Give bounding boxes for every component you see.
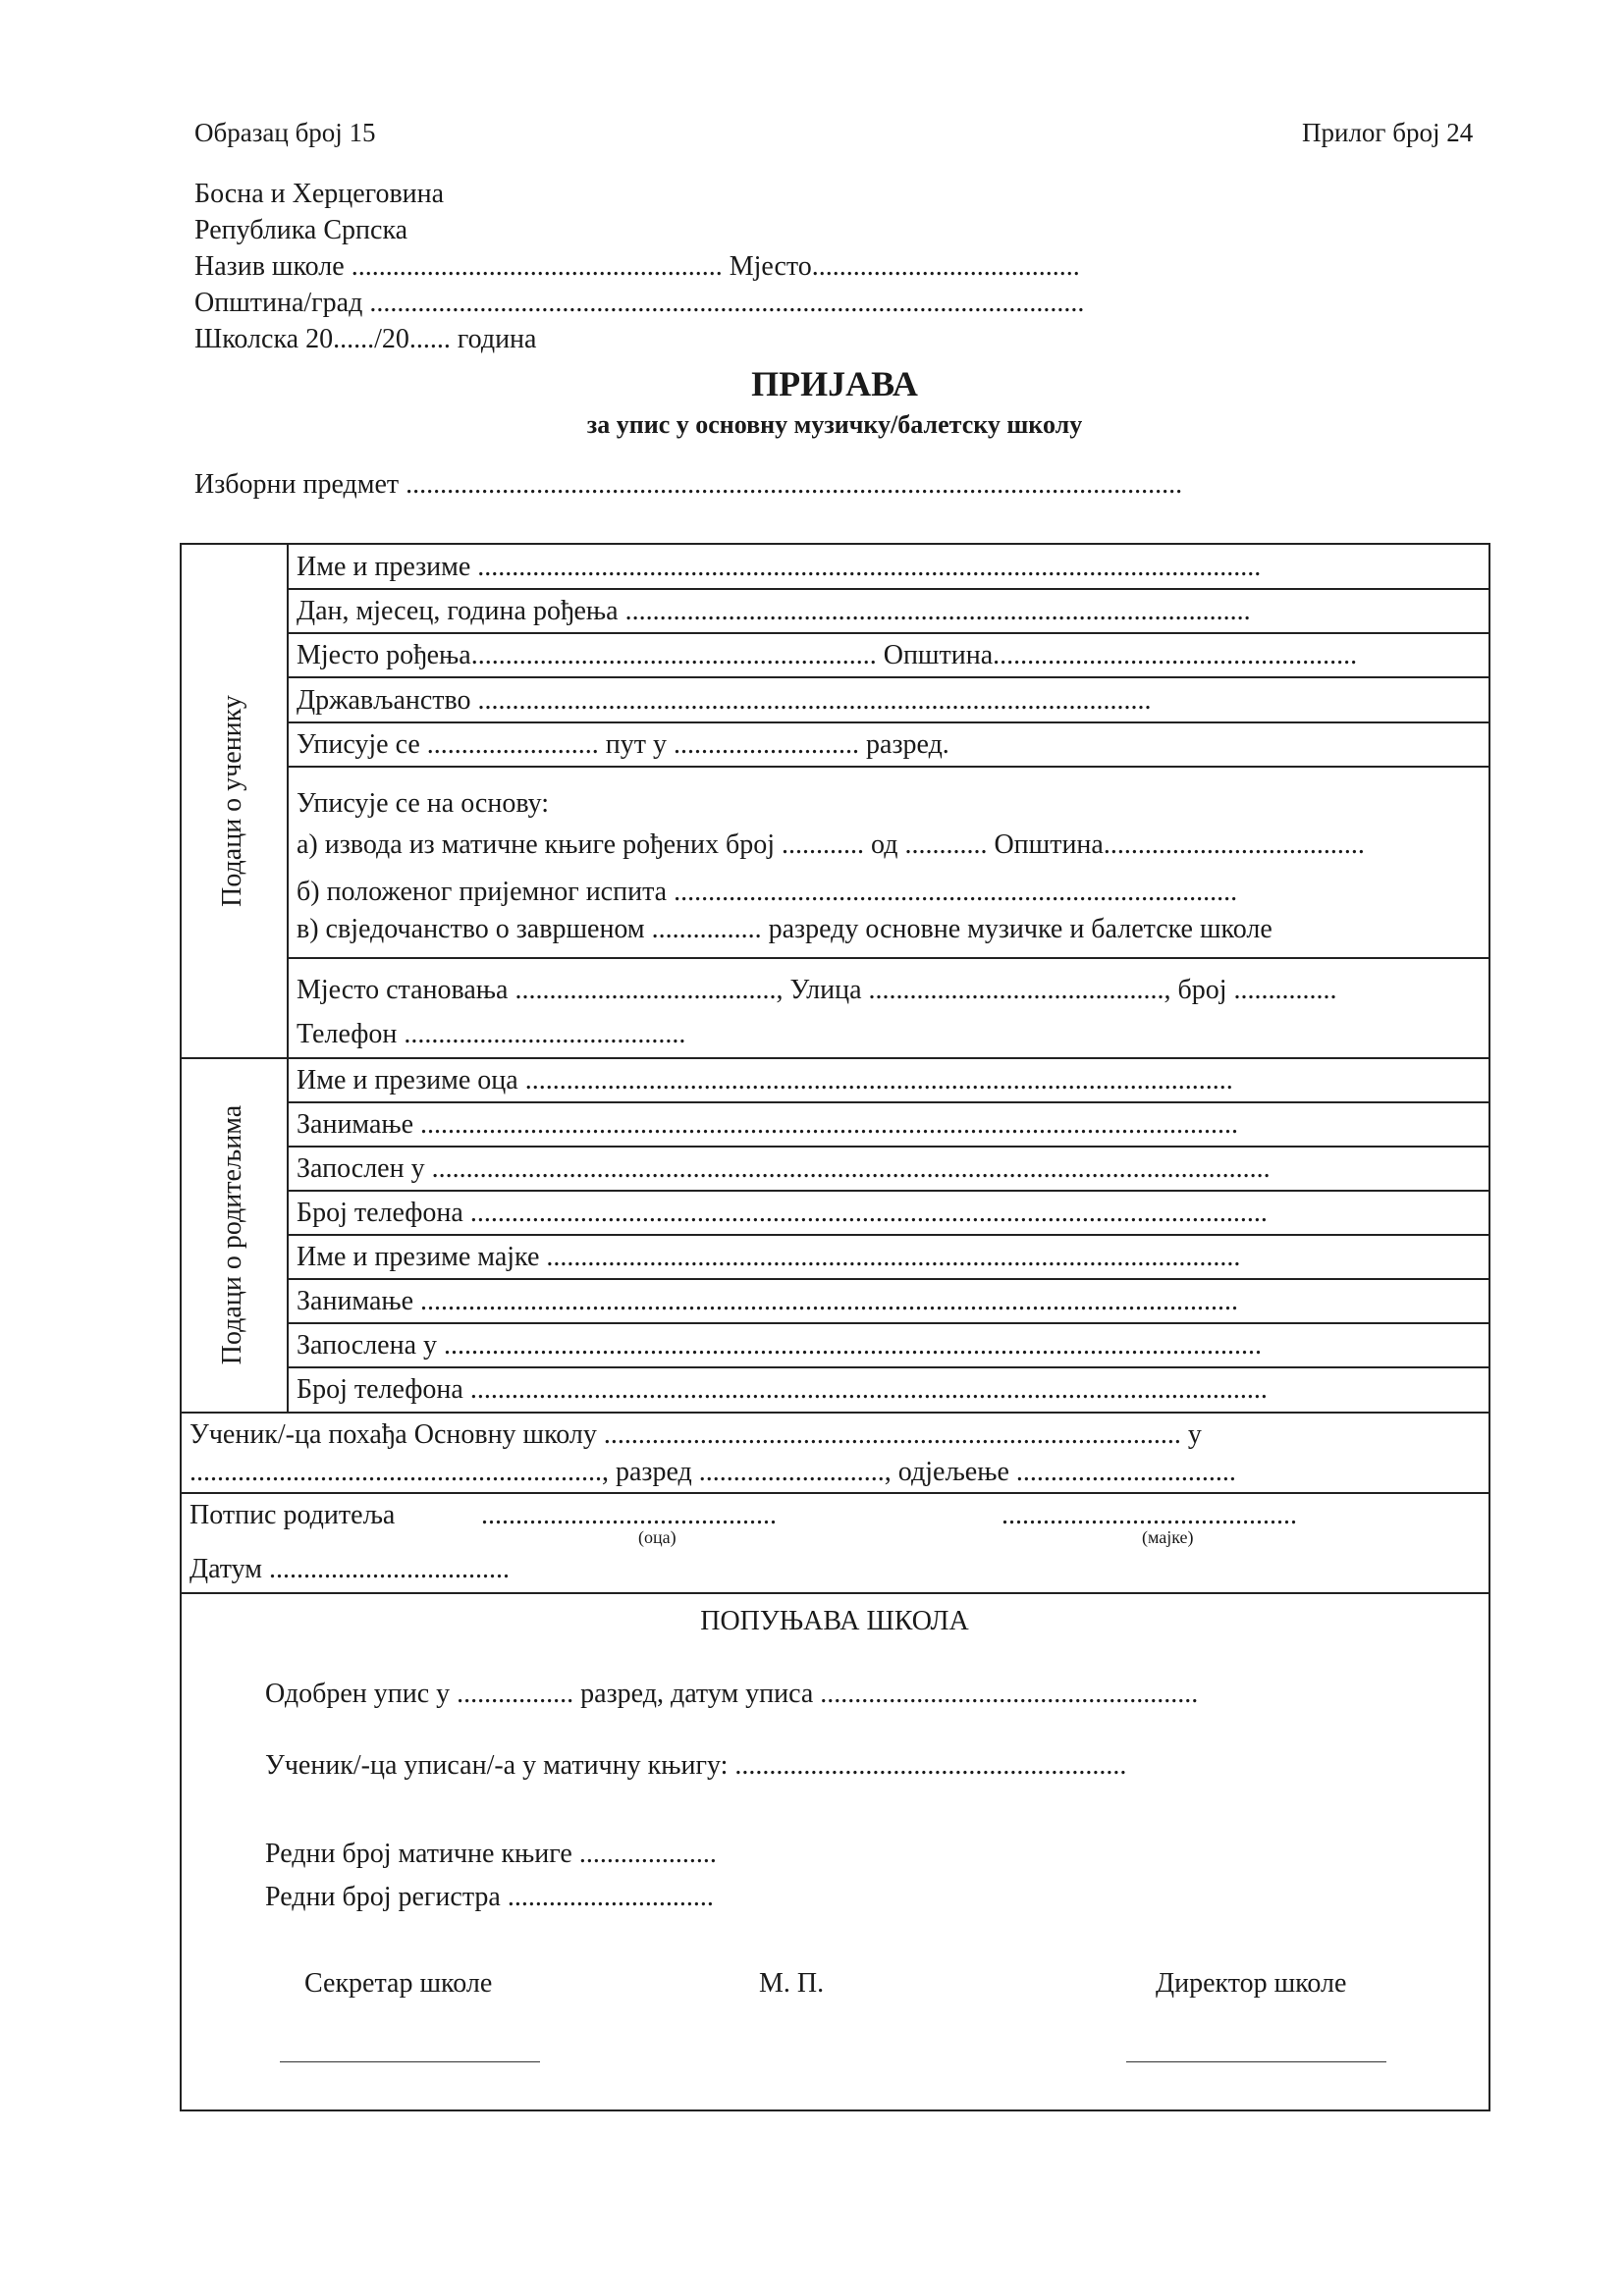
student-full-name: Име и презиме .................................................................................................................. [297, 552, 1262, 582]
register-number: Редни број регистра .............................. [265, 1882, 714, 1912]
father-name: Име и презиме оца ....................................................................................................... [297, 1065, 1233, 1095]
director-signature-line [1126, 2061, 1386, 2062]
student-birth-place: Мјесто рођења........................................................... Општина..................................................... [297, 640, 1358, 670]
mother-employed: Запослена у ....................................................................................................................... [297, 1330, 1263, 1361]
row-divider [287, 766, 1490, 768]
section-divider [180, 1592, 1490, 1594]
enrollment-basis-heading: Уписује се на основу: [297, 788, 549, 819]
attachment-number: Прилог број 24 [1302, 118, 1474, 147]
elective-subject-line: Изборни предмет ................................................................................................................. [194, 469, 1183, 500]
mother-occupation: Занимање ....................................................................................................................... [297, 1286, 1239, 1316]
secretary-label: Секретар школе [304, 1968, 493, 1999]
row-divider [287, 1322, 1490, 1324]
row-divider [287, 721, 1490, 723]
approved-enrollment: Одобрен упис у ................. разред, датум уписа ....................................................... [265, 1679, 1199, 1709]
row-divider [287, 1101, 1490, 1103]
mother-signature-dots: ........................................... [1001, 1500, 1297, 1530]
row-divider [287, 957, 1490, 959]
father-phone: Број телефона .................................................................................................................... [297, 1198, 1268, 1228]
stamp-label: М. П. [759, 1968, 825, 1999]
entity: Република Српска [194, 215, 408, 245]
row-divider [287, 1146, 1490, 1148]
attendance-line-2: ............................................................, разред ..........................., одјељење ................................ [189, 1457, 1236, 1487]
enrollment-basis-b: б) положеног пријемног испита .................................................................................. [297, 877, 1238, 907]
student-section-label: Подаци о ученику [217, 695, 247, 907]
enrollment-basis-c: в) свједочанство о завршеном ................ разреду основне музичке и балетске школе [297, 914, 1272, 944]
form-box [180, 543, 1490, 2111]
row-divider [287, 1190, 1490, 1192]
mother-name: Име и презиме мајке ..................................................................................................... [297, 1242, 1241, 1272]
school-name-line: Назив школе ...................................................... Мјесто....................................... [194, 251, 1080, 282]
registry-book-number: Редни број матичне књиге .................... [265, 1839, 717, 1869]
row-divider [287, 1278, 1490, 1280]
row-divider [287, 632, 1490, 634]
row-divider [287, 1366, 1490, 1368]
section-divider [180, 1412, 1490, 1414]
side-label-divider [287, 543, 289, 1412]
student-citizenship: Држављанство .................................................................................................. [297, 685, 1152, 716]
student-birth-date: Дан, мјесец, година рођења ........................................................................................... [297, 596, 1251, 626]
date-line: Датум ................................... [189, 1554, 511, 1584]
school-year-line: Школска 20....../20...... година [194, 324, 537, 354]
director-label: Директор школе [1156, 1968, 1347, 1999]
mother-caption: (мајке) [1142, 1527, 1194, 1547]
student-residence: Мјесто становања ......................................, Улица ..........................................., број ............... [297, 975, 1337, 1005]
father-caption: (оца) [638, 1527, 677, 1547]
row-divider [287, 676, 1490, 678]
row-divider [287, 588, 1490, 590]
page-subtitle: за упис у основну музичку/балетску школу [586, 410, 1083, 439]
section-divider [180, 1057, 1490, 1059]
secretary-signature-line [280, 2061, 540, 2062]
student-phone: Телефон ......................................... [297, 1019, 686, 1049]
parents-section-label: Подаци о родитељима [217, 1104, 247, 1365]
father-employed: Запослен у .......................................................................................................................... [297, 1153, 1271, 1184]
father-occupation: Занимање ....................................................................................................................... [297, 1109, 1239, 1140]
student-enrolls: Уписује се ......................... пут у ........................... разред. [297, 729, 949, 760]
parent-signature-label: Потпис родитеља [189, 1500, 396, 1530]
municipality-line: Општина/град ........................................................................................................ [194, 288, 1085, 318]
enrollment-basis-a: а) извода из матичне књиге рођених број ............ од ............ Општина...................................... [297, 829, 1365, 860]
attendance-line-1: Ученик/-ца похађа Основну школу .................................................................................... у [189, 1419, 1202, 1450]
father-signature-dots: ........................................... [481, 1500, 777, 1530]
school-section-heading: ПОПУЊАВА ШКОЛА [700, 1606, 969, 1636]
section-divider [180, 1492, 1490, 1494]
country: Босна и Херцеговина [194, 179, 445, 209]
row-divider [287, 1234, 1490, 1236]
form-number: Образац број 15 [194, 118, 376, 147]
page-title: ПРИЈАВА [751, 364, 918, 403]
registered-in-book: Ученик/-ца уписан/-а у матичну књигу: ......................................................... [265, 1750, 1127, 1781]
mother-phone: Број телефона .................................................................................................................... [297, 1374, 1268, 1405]
